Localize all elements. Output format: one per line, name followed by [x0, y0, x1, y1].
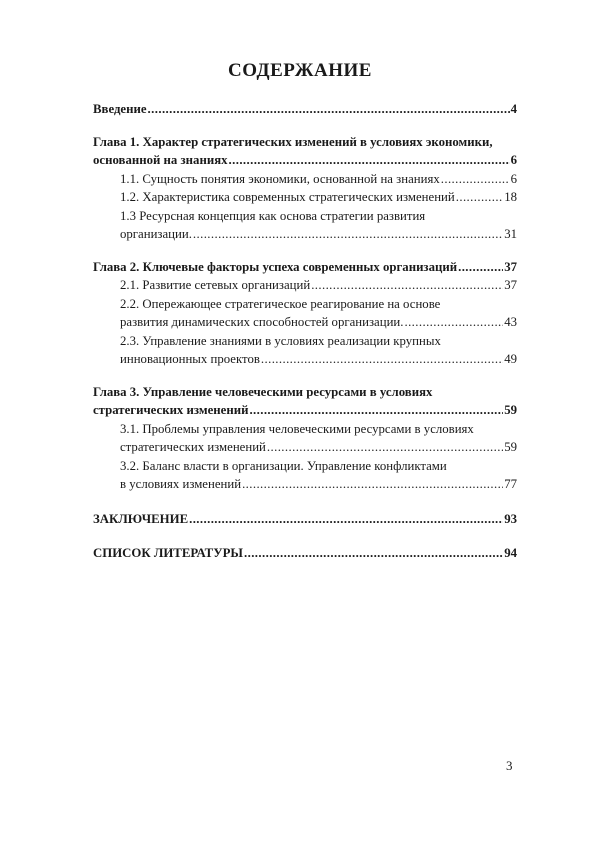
toc-entry-page: 59 — [504, 403, 517, 417]
toc-section-entry[interactable] — [93, 332, 517, 369]
toc-entry-title: Введение — [93, 102, 147, 116]
toc-section-entry[interactable] — [93, 207, 517, 244]
dot-leader — [148, 100, 510, 119]
toc-entry-page: 59 — [504, 440, 517, 454]
toc-chapter-entry[interactable] — [93, 544, 517, 563]
toc-entry-title: организации. — [120, 227, 192, 241]
dot-leader — [189, 510, 503, 529]
toc-section-entry[interactable] — [93, 457, 517, 494]
toc-chapter-entry[interactable] — [93, 258, 517, 277]
toc-entry-title: 2.1. Развитие сетевых организаций — [120, 278, 311, 292]
toc-entry-page: 37 — [504, 259, 517, 274]
toc-entry-title: СПИСОК ЛИТЕРАТУРЫ — [93, 546, 243, 560]
toc-entry-page: 6 — [510, 153, 517, 167]
toc-entry-title-line: 2.3. Управление знаниями в условиях реализации крупных — [120, 333, 441, 348]
toc-entry-page: 93 — [504, 511, 517, 526]
toc-entry-page: 4 — [510, 102, 517, 116]
toc-entry-page: 18 — [504, 190, 517, 204]
dot-leader — [261, 350, 503, 369]
toc-chapter-entry[interactable] — [93, 510, 517, 529]
toc-entry-title: ЗАКЛЮЧЕНИЕ — [93, 511, 189, 526]
toc-entry-page: 43 — [504, 315, 517, 329]
page-title: СОДЕРЖАНИЕ — [228, 60, 372, 81]
page-number: 3 — [506, 758, 513, 773]
toc-entry-title: инновационных проектов — [120, 352, 260, 366]
toc-chapter-entry[interactable] — [93, 383, 517, 420]
dot-leader — [404, 313, 503, 332]
toc-entry-title: развития динамических способностей организации. — [120, 315, 404, 329]
dot-leader — [267, 438, 503, 457]
toc-entry-page: 37 — [504, 278, 517, 292]
toc-section-entry[interactable] — [93, 295, 517, 332]
toc-section-entry[interactable] — [93, 420, 517, 457]
toc-entry-page: 77 — [504, 477, 517, 491]
toc-section-entry[interactable] — [93, 276, 517, 295]
toc-chapter-entry[interactable] — [93, 100, 517, 119]
toc-entry-title: в условиях изменений — [120, 477, 242, 491]
toc-entry-title-line: 3.2. Баланс власти в организации. Управление конфликтами — [120, 458, 447, 473]
toc-entry-title-line: 1.3 Ресурсная концепция как основа стратегии развития — [120, 208, 426, 223]
toc-section-entry[interactable] — [93, 170, 517, 189]
toc-chapter-entry[interactable] — [93, 133, 517, 170]
dot-leader — [193, 225, 503, 244]
toc-entry-title: Глава 2. Ключевые факторы успеха современных организаций — [93, 259, 458, 274]
toc-entry-page: 31 — [504, 227, 517, 241]
toc-entry-title: основанной на знаниях — [93, 153, 228, 167]
toc-entry-page: 49 — [504, 352, 517, 366]
toc-entry-title: 1.1. Сущность понятия экономики, основанной на знаниях — [120, 171, 440, 186]
table-of-contents — [93, 100, 517, 563]
dot-leader — [229, 151, 510, 170]
toc-entry-title: стратегических изменений — [120, 440, 266, 454]
toc-entry-page: 94 — [504, 546, 517, 560]
dot-leader — [441, 170, 510, 189]
toc-entry-title-line: 3.1. Проблемы управления человеческими ресурсами в условиях — [120, 421, 474, 436]
dot-leader — [244, 544, 503, 563]
dot-leader — [249, 401, 503, 420]
toc-entry-page: 6 — [510, 171, 517, 186]
dot-leader — [311, 276, 503, 295]
dot-leader — [458, 258, 503, 277]
toc-entry-title-line: 2.2. Опережающее стратегическое реагирование на основе — [120, 296, 441, 311]
dot-leader — [456, 188, 503, 207]
toc-entry-title: стратегических изменений — [93, 403, 249, 417]
toc-entry-title: 1.2. Характеристика современных стратегических изменений — [120, 190, 455, 204]
toc-section-entry[interactable] — [93, 188, 517, 207]
toc-entry-title-line: Глава 1. Характер стратегических изменений в условиях экономики, — [93, 134, 493, 149]
toc-entry-title-line: Глава 3. Управление человеческими ресурсами в условиях — [93, 384, 433, 399]
dot-leader — [242, 475, 503, 494]
